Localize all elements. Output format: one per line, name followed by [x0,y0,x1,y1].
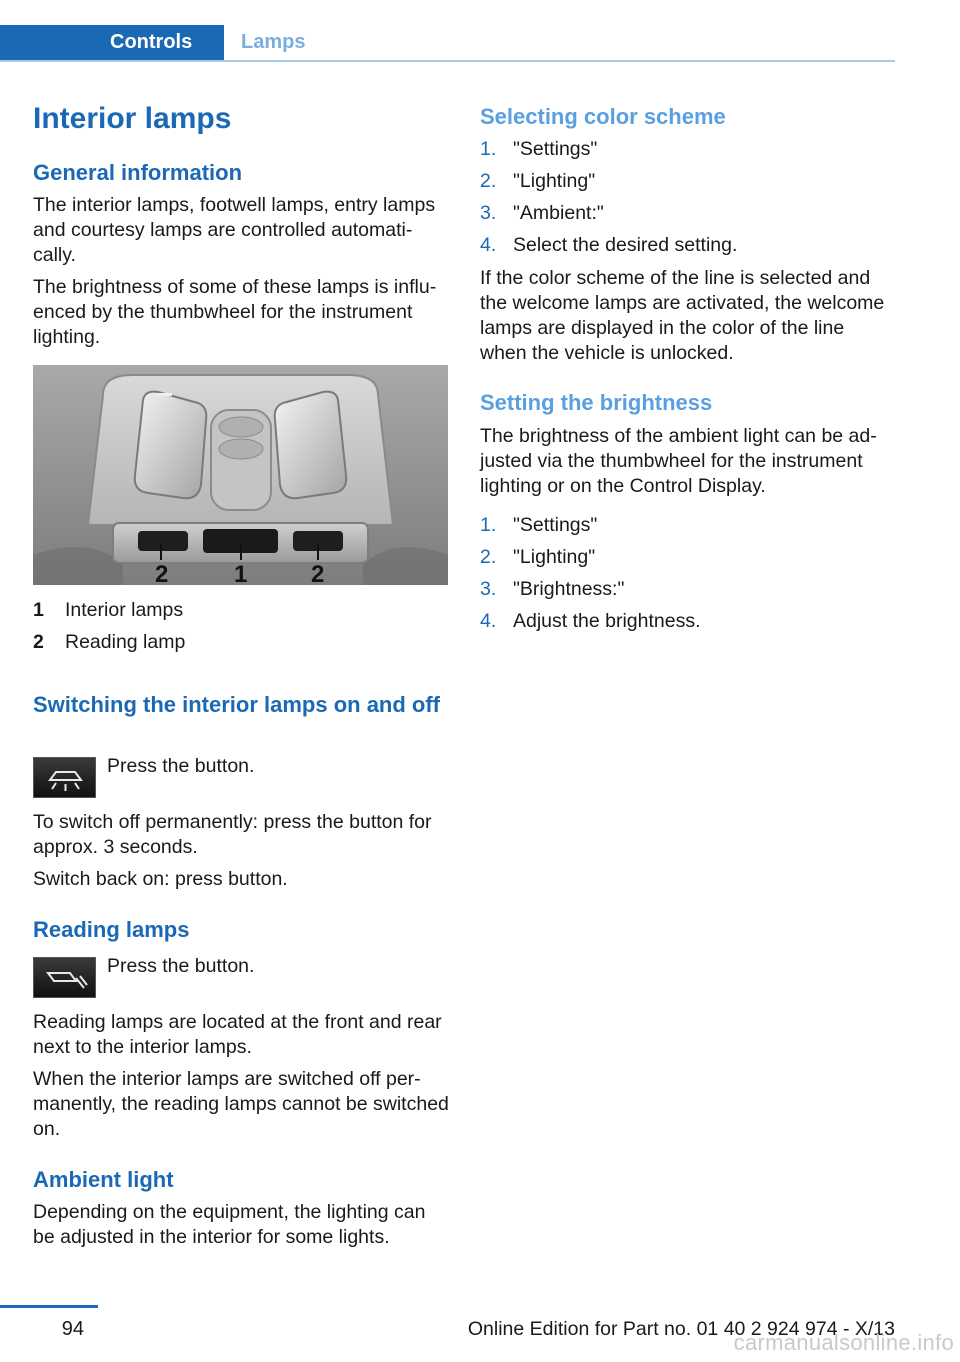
heading-setting-brightness: Setting the brightness [480,390,713,415]
reading-light-icon [34,958,97,999]
header-divider [0,60,895,62]
dome-light-icon [34,758,97,799]
step-number: 3. [480,578,497,600]
legend-number: 1 [33,599,44,621]
list-item [480,577,895,602]
step-text: "Lighting" [513,546,596,568]
watermark: carmanualsonline.info [733,1330,954,1355]
paragraph-reading-switched-off: When the interior lamps are switched off per‐manently, the reading lamps cannot be switched on. [33,1068,449,1140]
list-item [480,609,895,634]
step-number: 1. [480,138,497,160]
legend-item [33,598,449,623]
step-number: 2. [480,170,497,192]
footer-divider [0,1305,98,1308]
step-text: "Brightness:" [513,578,625,600]
reading-lamp-button-icon [33,957,96,998]
step-number: 1. [480,514,497,536]
heading-general-information: General information [33,160,243,185]
press-button-text: Press the button. [107,755,255,777]
paragraph-switch-back-on: Switch back on: press button. [33,868,288,890]
step-text: "Settings" [513,138,598,160]
list-item [480,169,895,194]
page-title: Interior lamps [33,102,232,135]
callout-1: 1 [234,561,248,585]
callout-2-right: 2 [311,561,325,585]
list-item [480,233,895,258]
legend-item [33,630,449,655]
paragraph-reading-location: Reading lamps are located at the front and rear next to the interior lamps. [33,1011,442,1058]
heading-switching-interior-lamps: Switching the interior lamps on and off [33,692,441,717]
page-header [0,25,895,62]
paragraph-ambient-light: Depending on the equipment, the lighting can be adjusted in the interior for some lights. [33,1201,426,1248]
step-number: 2. [480,546,497,568]
tab-lamps[interactable]: Lamps [241,31,306,53]
interior-lamps-figure [33,365,448,585]
step-text: Select the desired setting. [513,234,738,256]
list-item [480,201,895,226]
legend-number: 2 [33,631,44,653]
edition-text: Online Edition for Part no. 01 40 2 924 974 - X/13 [467,1318,895,1340]
paragraph-color-scheme: If the color scheme of the line is selected and the welcome lamps are activated, the welcome lamps are displayed in the color of the line when the vehicle is unlocked. [480,267,885,364]
step-number: 4. [480,610,497,632]
list-item [480,545,895,570]
heading-ambient-light: Ambient light [33,1167,174,1192]
press-button-text: Press the button. [107,955,255,977]
paragraph-switch-off-permanently: To switch off permanently: press the button for approx. 3 seconds. [33,811,432,858]
paragraph-general-1: The interior lamps, footwell lamps, entry lamps and courtesy lamps are controlled automati‐cally. [33,194,436,266]
paragraph-brightness: The brightness of the ambient light can be ad‐justed via the thumbwheel for the instrument lighting or on the Control Display. [480,425,877,497]
tab-controls[interactable]: Controls [0,25,224,60]
callout-2-left: 2 [155,561,169,585]
legend-label: Reading lamp [65,631,186,653]
step-number: 4. [480,234,497,256]
step-number: 3. [480,202,497,224]
step-text: "Ambient:" [513,202,604,224]
heading-selecting-color-scheme: Selecting color scheme [480,104,726,129]
legend-label: Interior lamps [65,599,184,621]
heading-reading-lamps: Reading lamps [33,917,190,942]
interior-lamp-button-icon [33,757,96,798]
step-text: "Settings" [513,514,598,536]
step-text: Adjust the brightness. [513,610,701,632]
list-item [480,513,895,538]
page-number: 94 [61,1318,84,1340]
step-text: "Lighting" [513,170,596,192]
list-item [480,137,895,162]
overhead-console-illustration [33,365,448,585]
paragraph-general-2: The brightness of some of these lamps is influ‐enced by the thumbwheel for the instrument lighting. [33,276,437,348]
